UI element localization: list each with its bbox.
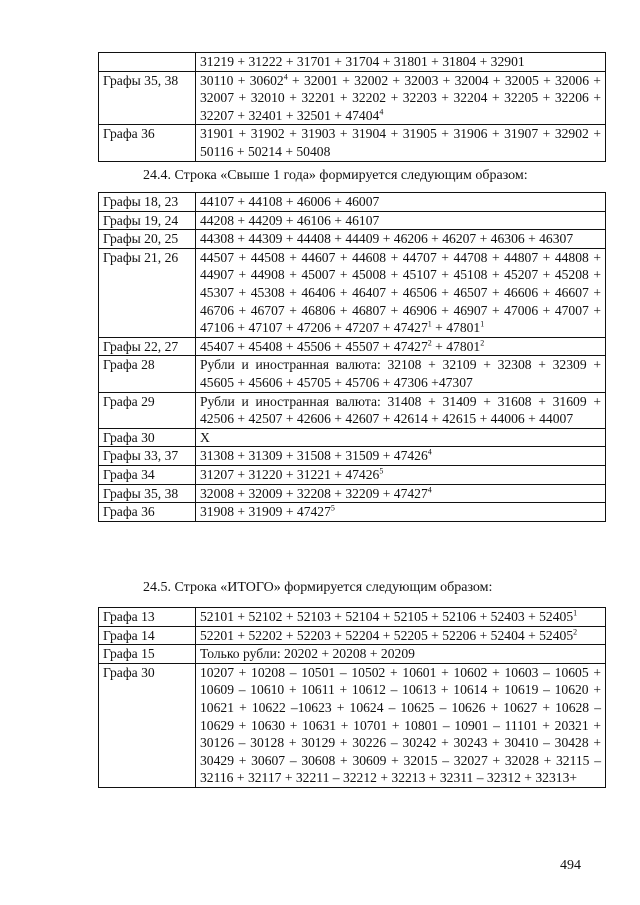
formula-table-total — [98, 607, 606, 788]
column-label-cell: Графа 30 — [99, 428, 196, 447]
formula-cell: 31901 + 31902 + 31903 + 31904 + 31905 + 31906 + 31907 + 32902 + 50116 + 50214 + 50408 — [196, 125, 606, 161]
formula-cell: $31207 + 31220 + 31221 + 47426^5$ — [196, 465, 606, 484]
formula-cell: $31308 + 31309 + 31508 + 31509 + 47426^4$ — [196, 447, 606, 466]
formula-cell: $30110 + 30602^4 + 32001 + 32002 + 32003 + 32004 + 32005 + 32006 + 32007 + 32010 + 32201 + 32202 + 32203 + 32204 + 32205 + 32206 + 32207 + 32401 + 32501 + 47404^4$ — [196, 71, 606, 125]
column-label-cell: Графа 13 — [99, 608, 196, 627]
table-row — [99, 71, 606, 125]
page-number: 494 — [560, 858, 581, 873]
table-row — [99, 193, 606, 212]
formula-cell: $52201 + 52202 + 52203 + 52204 + 52205 + 52206 + 52404 + 52405^2$ — [196, 626, 606, 645]
formula-cell: $45407 + 45408 + 45506 + 45507 + 47427^2 + 47801^2$ — [196, 337, 606, 356]
column-label-cell: Графы 33, 37 — [99, 447, 196, 466]
column-label-cell: Графа 15 — [99, 645, 196, 664]
table-row — [99, 337, 606, 356]
formula-cell: X — [196, 428, 606, 447]
table-row — [99, 428, 606, 447]
table-row — [99, 503, 606, 522]
formula-cell: $32008 + 32009 + 32208 + 32209 + 47427^4$ — [196, 484, 606, 503]
table-row — [99, 484, 606, 503]
table-row — [99, 626, 606, 645]
column-label-cell: Графа 30 — [99, 663, 196, 787]
section-heading-24-5: 24.5. Строка «ИТОГО» формируется следующим образом: — [143, 580, 493, 595]
formula-cell: $52101 + 52102 + 52103 + 52104 + 52105 + 52106 + 52403 + 52405^1$ — [196, 608, 606, 627]
column-label-cell: Графы 35, 38 — [99, 484, 196, 503]
formula-cell: Только рубли: 20202 + 20208 + 20209 — [196, 645, 606, 664]
column-label-cell: Графы 22, 27 — [99, 337, 196, 356]
formula-cell: Рубли и иностранная валюта: 32108 + 32109 + 32308 + 32309 + 45605 + 45606 + 45705 + 45706 + 47306 +47307 — [196, 356, 606, 392]
column-label-cell: Графы 21, 26 — [99, 248, 196, 337]
table-row — [99, 392, 606, 428]
column-label-cell: Графы 35, 38 — [99, 71, 196, 125]
formula-table-continued — [98, 52, 606, 162]
formula-cell: 44507 + 44508 + 44607 + 44608 + 44707 + 44708 + 44807 + $44808 + 44907 + 44908 + 45007 + 45008 + 45107 + 45108 + 45207 + 45208 + 45307 + 45308 + 46406 + 46407 + 46506 + 46507 + 46606 + 46607 + 46706 + 46707 + 46806 + 46807 + 46906 + 46907 + 47006 + 47007 + 47106 + 47107 + 47206 + 47207 + 47427^1 + 47801^1$ — [196, 248, 606, 337]
table-row — [99, 608, 606, 627]
table-row — [99, 356, 606, 392]
column-label-cell: Графа 28 — [99, 356, 196, 392]
column-label-cell: Графы 19, 24 — [99, 211, 196, 230]
table-row — [99, 447, 606, 466]
table-row — [99, 125, 606, 161]
section-heading-24-4: 24.4. Строка «Свыше 1 года» формируется следующим образом: — [143, 168, 528, 183]
table-row — [99, 663, 606, 787]
column-label-cell: Графа 36 — [99, 503, 196, 522]
formula-cell: 44208 + 44209 + 46106 + 46107 — [196, 211, 606, 230]
table-row — [99, 230, 606, 249]
column-label-cell: Графы 18, 23 — [99, 193, 196, 212]
formula-cell: 10207 + 10208 – 10501 – 10502 + 10601 + 10602 + 10603 – 10605 + 10609 – 10610 + 10611 + 10612 – 10613 + 10614 + 10619 – 10620 + 10621 + 10622 –10623 + 10624 – 10625 – 10626 + 10627 + 10628 – 10629 + 10630 + 10631 + 10701 + 10801 – 10901 – 11101 + 20321 + 30126 – 30128 + 30129 + 30226 – 30242 + 30243 + 30410 – 30428 + 30429 + 30607 – 30608 + 30609 + 32015 – 32027 + 32028 + 32115 – 32116 + 32117 + 32211 – 32212 + 32213 + 32311 – 32312 + 32313+ — [196, 663, 606, 787]
formula-table-over-1-year — [98, 192, 606, 522]
formula-cell: 31219 + 31222 + 31701 + 31704 + 31801 + 31804 + 32901 — [196, 53, 606, 72]
column-label-cell: Графа 29 — [99, 392, 196, 428]
table-row — [99, 211, 606, 230]
column-label-cell — [99, 53, 196, 72]
column-label-cell: Графа 14 — [99, 626, 196, 645]
formula-cell: 44308 + 44309 + 44408 + 44409 + 46206 + 46207 + 46306 + 46307 — [196, 230, 606, 249]
formula-cell: 44107 + 44108 + 46006 + 46007 — [196, 193, 606, 212]
formula-cell: Рубли и иностранная валюта: 31408 + 31409 + 31608 + 31609 + 42506 + 42507 + 42606 + 42607 + 42614 + 42615 + 44006 + 44007 — [196, 392, 606, 428]
table-row — [99, 645, 606, 664]
table-row — [99, 465, 606, 484]
column-label-cell: Графа 34 — [99, 465, 196, 484]
table-row — [99, 53, 606, 72]
table-row — [99, 248, 606, 337]
column-label-cell: Графы 20, 25 — [99, 230, 196, 249]
formula-cell: $31908 + 31909 + 47427^5$ — [196, 503, 606, 522]
column-label-cell: Графа 36 — [99, 125, 196, 161]
